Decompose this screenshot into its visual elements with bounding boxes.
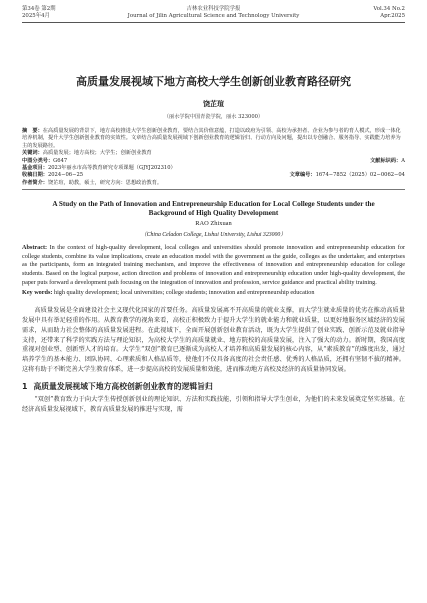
- en-author: RAO Zhixuan: [195, 220, 232, 228]
- section-1-paragraph: “双创”教育致力于向大学生传授创新创业的理论知识、方法和实践技能，引领和指导大学生创业，为他们的未来发展奠定坚实基础。在经济高质量发展视域下，教育高质量发展的推进与实现，需: [22, 396, 405, 413]
- cn-abstract-label: 摘 要：: [22, 128, 43, 134]
- doc-code-value: A: [401, 157, 405, 164]
- journal-name-en: Journal of Jilin Agricultural Science and Technology University: [127, 13, 300, 19]
- issue-date-en: Apr.2025: [380, 13, 405, 19]
- cn-keywords-label: 关键词：: [22, 150, 43, 157]
- cn-classification-row: [22, 158, 405, 165]
- clc-label: 中图分类号：: [22, 157, 54, 164]
- en-abstract-label: Abstract:: [22, 244, 48, 252]
- cn-meta-block: [22, 128, 405, 187]
- section-1-title: 高质量发展视域下地方高校创新创业教育的逻辑旨归: [33, 382, 213, 392]
- header-left: [22, 6, 112, 20]
- clc-value: G647: [53, 157, 68, 164]
- issue-date: 2025年4月: [22, 13, 50, 19]
- en-abstract-text: In the context of high-quality development, local colleges and universities should promote innovation and entrepreneurship education for college students, combine its value implications, create an education model with the government as the guide, colleges as the undertaker, and enterprises as the participants, form an integrated training mechanism, and improve the effectiveness of innovation and entrepreneurship education for college students. Based on the logical purpose, action direction and problems of innovation and entrepreneurship education under high-quality development, the paper puts forward a development path focusing on the integration of innovation and profession, service guidance and practical ability training.: [22, 244, 406, 286]
- clc: [22, 158, 67, 165]
- en-keywords: [22, 289, 405, 298]
- journal-name-cn: 吉林农业科技学院学报: [186, 6, 241, 12]
- en-keywords-text: high quality development; local universities; college students; innovation and entrepreneurship education: [53, 289, 315, 297]
- en-affiliation: （China Celadon College, Lishui University, Lishui 323000）: [140, 232, 287, 239]
- cn-abstract: [22, 128, 405, 150]
- cn-author: 饶芷瑄: [203, 99, 224, 108]
- en-abstract: [22, 244, 405, 287]
- header-rule: [22, 22, 405, 23]
- header-center: [112, 6, 315, 20]
- volume-issue-en: Vol.34 No.2: [373, 6, 405, 12]
- fund-value: 2023年丽水市高等教育研究专项课题（GJYJ202310）: [47, 165, 176, 172]
- article-no-label: 文章编号：: [289, 172, 316, 179]
- article-no-value: 1674−7852（2025）02−0062−04: [315, 172, 405, 179]
- cn-keywords-text: 高质量发展；地方高校；大学生；创新创业教育: [42, 150, 152, 157]
- doc-code: [370, 158, 405, 165]
- cn-title: 高质量发展视域下地方高校大学生创新创业教育路径研究: [76, 75, 351, 88]
- fund-label: 基金项目：: [22, 165, 48, 172]
- en-title: A Study on the Path of Innovation and Entrepreneurship Education for Local College Students under the Background of High Quality Development: [52, 200, 375, 218]
- section-1-heading: [22, 381, 405, 392]
- running-header: [22, 6, 405, 20]
- author-bio: [22, 180, 405, 187]
- bio-value: 饶芷瑄，助教，硕士，研究方向：思想政治教育。: [47, 179, 163, 186]
- received: [22, 172, 83, 179]
- doc-code-label: 文献标识码：: [370, 157, 402, 164]
- cn-affiliation: （丽水学院中国青瓷学院，丽水 323000）: [163, 114, 264, 120]
- cn-keywords: [22, 150, 405, 157]
- intro-paragraph: 高质量发展是全面建设社会主义现代化国家的首要任务。高质量发展离不开高质量的就业支撑，而大学生就业质量的优劣在推动高质量发展中具有举足轻重的作用。从教育教学的视角来看，高校正积极致力于提升大学生的就业能力和就业质量，以更好地服务区域经济的发展需求，从而助力社会整体的高质量发展进程。在此视域下，全面开展创新创业教育活动，既为大学生提供了创业实践、创新示范及就业指导支持，还带来了科学的实践方法与理论知识，为高校大学生的高质量就业、地方院校的高质量发展，注入了强大的动力。新时期，我国高度重视对创业型、创新型人才的培育。大学生“双创”教育已逐渐成为高校人才培养和高质量发展的核心内容，从“素质教育”的维度出发，通过培养学生的基本能力、团队协同、心理素质和人格品质等，使他们不仅具备高度的社会责任感、优秀的人格品质，还拥有坚韧不拔的精神。这将有助于不断完善大学生教育体系，进一步提高高校的发展质量和效能，进而推动地方高校及经济的高质量协同发展。: [22, 306, 405, 374]
- en-keywords-label: Key words:: [22, 289, 53, 297]
- received-row: [22, 172, 405, 179]
- cn-abstract-text: 在高质量发展的背景下，地方高校推进大学生创新创业教育，要结合其价值意蕴，打造以政府为引领、高校为承担者、企业为参与者的育人模式，形成一体化培养机制，提升大学生创新创业教育的实效性。文章结合高质量发展视域下创新创业教育的逻辑旨归、行动方向及问题，提出以专创融合、服务指导、实践能力培养为主的发展路径。: [22, 128, 401, 149]
- received-label: 收稿日期：: [22, 172, 48, 179]
- bio-label: 作者简介：: [22, 179, 48, 186]
- received-value: 2024−06−25: [47, 172, 84, 179]
- volume-issue: 第34卷 第2期: [22, 6, 56, 12]
- header-right: [315, 6, 405, 20]
- meta-rule: [22, 189, 405, 190]
- article-no: [290, 172, 405, 179]
- section-1-number: 1: [22, 382, 28, 392]
